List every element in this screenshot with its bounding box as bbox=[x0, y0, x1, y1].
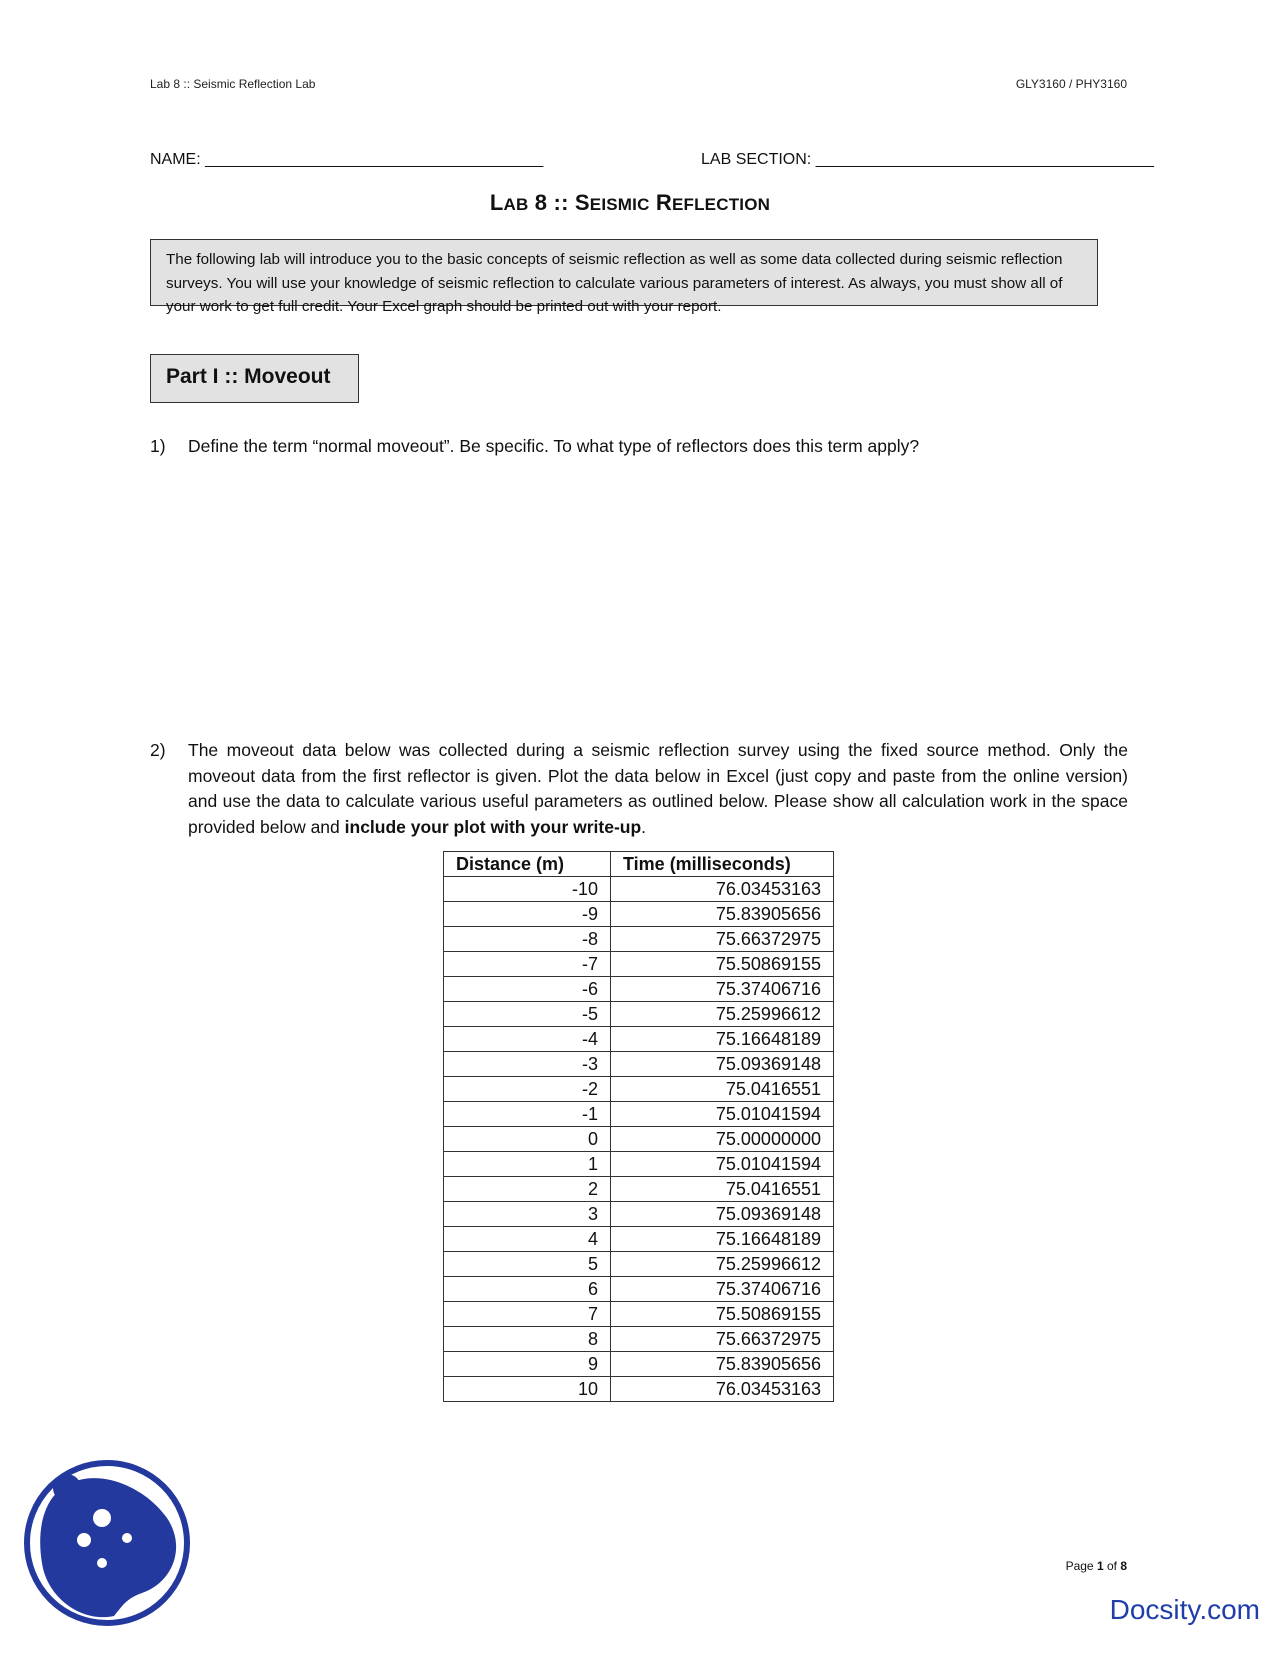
title-eflection: EFLECTION bbox=[671, 195, 771, 214]
distance-cell: -6 bbox=[444, 977, 611, 1002]
page-title bbox=[0, 190, 1260, 216]
table-row bbox=[444, 1227, 834, 1252]
header-distance: Distance (m) bbox=[444, 852, 611, 877]
time-cell: 75.37406716 bbox=[611, 977, 834, 1002]
distance-cell: -9 bbox=[444, 902, 611, 927]
docsity-logo-icon bbox=[22, 1458, 192, 1633]
time-cell: 75.00000000 bbox=[611, 1127, 834, 1152]
table-row bbox=[444, 1377, 834, 1402]
table-row bbox=[444, 1002, 834, 1027]
table-body bbox=[444, 877, 834, 1402]
time-cell: 75.16648189 bbox=[611, 1027, 834, 1052]
time-cell: 75.25996612 bbox=[611, 1252, 834, 1277]
question-2-bold: include your plot with your write-up bbox=[344, 816, 642, 837]
distance-cell: -8 bbox=[444, 927, 611, 952]
time-cell: 75.66372975 bbox=[611, 927, 834, 952]
time-cell: 75.01041594 bbox=[611, 1102, 834, 1127]
table-row bbox=[444, 952, 834, 977]
table-row bbox=[444, 902, 834, 927]
time-cell: 75.83905656 bbox=[611, 1352, 834, 1377]
time-cell: 76.03453163 bbox=[611, 877, 834, 902]
table-row bbox=[444, 927, 834, 952]
table-row bbox=[444, 1252, 834, 1277]
distance-cell: 8 bbox=[444, 1327, 611, 1352]
table-row bbox=[444, 977, 834, 1002]
question-2-body: The moveout data below was collected during a seismic reflection survey using the fixed source method. Only the moveout data from the first reflector is given. Plot the data below in Excel (just copy and paste from the online version) and use the data to calculate various useful parameters as outlined below. Please show all calculation work in the space provided below and bbox=[188, 740, 1128, 837]
header-time: Time (milliseconds) bbox=[611, 852, 834, 877]
table-row bbox=[444, 1202, 834, 1227]
distance-cell: -3 bbox=[444, 1052, 611, 1077]
running-header-left: Lab 8 :: Seismic Reflection Lab bbox=[150, 77, 316, 91]
question-2-text bbox=[188, 738, 1128, 840]
distance-cell: -1 bbox=[444, 1102, 611, 1127]
distance-cell: 6 bbox=[444, 1277, 611, 1302]
time-cell: 75.01041594 bbox=[611, 1152, 834, 1177]
time-cell: 75.37406716 bbox=[611, 1277, 834, 1302]
table-header-row bbox=[444, 852, 834, 877]
table-row bbox=[444, 1277, 834, 1302]
table-row bbox=[444, 1177, 834, 1202]
title-eismic: EISMIC bbox=[589, 195, 650, 214]
distance-cell: -2 bbox=[444, 1077, 611, 1102]
table-row bbox=[444, 1327, 834, 1352]
distance-cell: -10 bbox=[444, 877, 611, 902]
distance-cell: 10 bbox=[444, 1377, 611, 1402]
time-cell: 76.03453163 bbox=[611, 1377, 834, 1402]
table-row bbox=[444, 1052, 834, 1077]
table-row bbox=[444, 1102, 834, 1127]
distance-cell: 2 bbox=[444, 1177, 611, 1202]
time-cell: 75.09369148 bbox=[611, 1052, 834, 1077]
time-cell: 75.50869155 bbox=[611, 1302, 834, 1327]
question-1-number: 1) bbox=[150, 436, 166, 456]
distance-cell: 7 bbox=[444, 1302, 611, 1327]
table-row bbox=[444, 1077, 834, 1102]
time-cell: 75.50869155 bbox=[611, 952, 834, 977]
time-cell: 75.09369148 bbox=[611, 1202, 834, 1227]
page-current: 1 bbox=[1096, 1559, 1104, 1573]
title-l: L bbox=[489, 190, 504, 215]
name-field: NAME: ______________________________________ bbox=[150, 151, 544, 168]
page-number bbox=[1066, 1559, 1127, 1573]
title-ab: AB bbox=[503, 195, 529, 214]
table-row bbox=[444, 1027, 834, 1052]
time-cell: 75.0416551 bbox=[611, 1177, 834, 1202]
question-2-end: . bbox=[641, 816, 647, 837]
time-cell: 75.16648189 bbox=[611, 1227, 834, 1252]
page-prefix: Page bbox=[1065, 1559, 1097, 1573]
table-row bbox=[444, 1127, 834, 1152]
part-heading: Part I :: Moveout bbox=[150, 354, 359, 403]
distance-cell: 3 bbox=[444, 1202, 611, 1227]
time-cell: 75.25996612 bbox=[611, 1002, 834, 1027]
table-row bbox=[444, 877, 834, 902]
page-of: of bbox=[1103, 1559, 1121, 1573]
time-cell: 75.83905656 bbox=[611, 902, 834, 927]
table-row bbox=[444, 1302, 834, 1327]
intro-box: The following lab will introduce you to the basic concepts of seismic reflection as well as some data collected during seismic reflection surveys. You will use your knowledge of seismic reflection to calculate various parameters of interest. As always, you must show all of your work to get full credit. Your Excel graph should be printed out with your report. bbox=[150, 239, 1098, 306]
question-1-text: Define the term “normal moveout”. Be specific. To what type of reflectors does this term apply? bbox=[188, 436, 920, 456]
distance-cell: 1 bbox=[444, 1152, 611, 1177]
title-r: R bbox=[649, 190, 672, 215]
title-s: S bbox=[574, 190, 590, 215]
lab-section-field: LAB SECTION: ______________________________________ bbox=[701, 151, 1154, 168]
table-row bbox=[444, 1152, 834, 1177]
time-cell: 75.66372975 bbox=[611, 1327, 834, 1352]
distance-cell: 9 bbox=[444, 1352, 611, 1377]
question-2-number: 2) bbox=[150, 740, 166, 760]
distance-cell: -4 bbox=[444, 1027, 611, 1052]
time-cell: 75.0416551 bbox=[611, 1077, 834, 1102]
running-header-right: GLY3160 / PHY3160 bbox=[1015, 77, 1127, 91]
table-row bbox=[444, 1352, 834, 1377]
distance-cell: 4 bbox=[444, 1227, 611, 1252]
distance-cell: 5 bbox=[444, 1252, 611, 1277]
title-mid: 8 :: bbox=[528, 190, 575, 215]
page-total: 8 bbox=[1120, 1559, 1127, 1573]
distance-cell: -7 bbox=[444, 952, 611, 977]
docsity-watermark[interactable]: Docsity.com bbox=[1109, 1594, 1260, 1625]
distance-cell: -5 bbox=[444, 1002, 611, 1027]
distance-cell: 0 bbox=[444, 1127, 611, 1152]
moveout-table bbox=[443, 851, 834, 1402]
